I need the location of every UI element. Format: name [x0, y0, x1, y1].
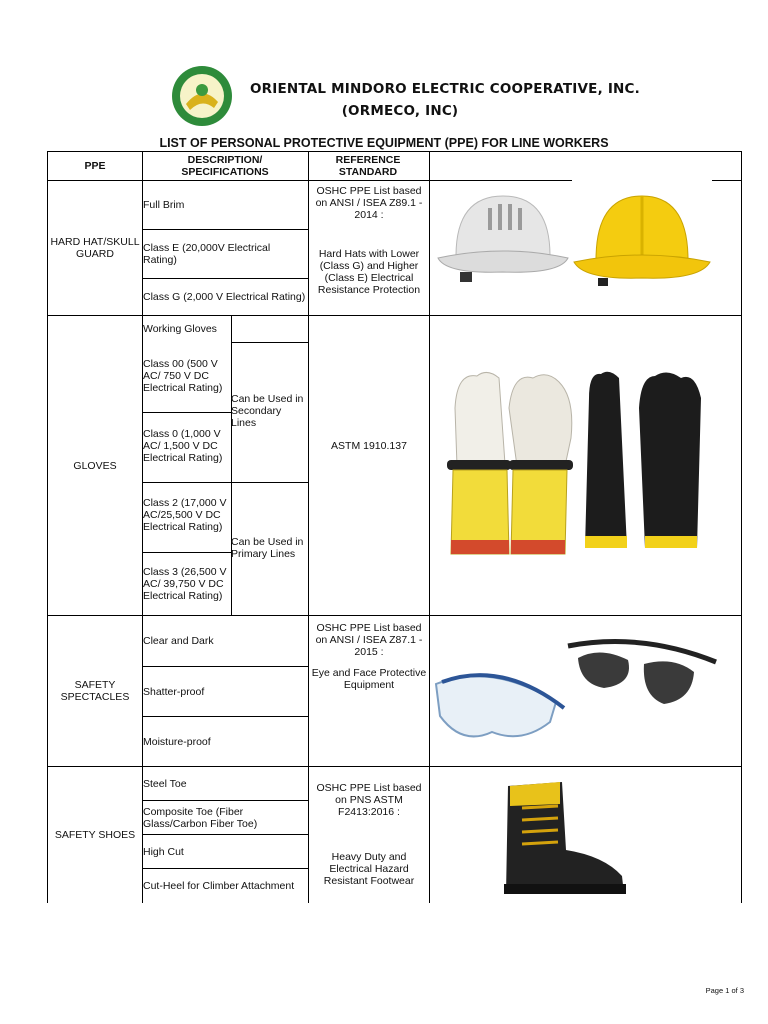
- ppe-gloves: GLOVES: [73, 459, 117, 472]
- column-header-ppe: PPE: [84, 160, 106, 172]
- spec-composite-toe: Composite Toe (Fiber Glass/Carbon Fiber Toe): [143, 805, 258, 830]
- column-header-description: DESCRIPTION/ SPECIFICATIONS: [181, 154, 269, 178]
- spec-class-2: Class 2 (17,000 V AC/25,500 V DC Electrical Rating): [143, 497, 227, 533]
- spec-class-0: Class 0 (1,000 V AC/ 1,500 V DC Electrical Rating): [143, 428, 223, 464]
- spec-class-g: Class G (2,000 V Electrical Rating): [143, 291, 306, 303]
- spec-working-gloves: Working Gloves: [143, 323, 217, 335]
- column-header-reference: REFERENCE STANDARD: [335, 154, 401, 178]
- rubber-gloves-image: [583, 368, 707, 558]
- spec-class-3: Class 3 (26,500 V AC/ 39,750 V DC Electrical Rating): [143, 566, 227, 602]
- spec-class-e: Class E (20,000V Electrical Rating): [143, 242, 271, 266]
- safety-boot-image: [500, 776, 630, 900]
- clear-spectacles-image: [432, 662, 566, 752]
- spectacles-ref-standard: OSHC PPE List based on ANSI / ISEA Z87.1 - 2015 :: [315, 622, 423, 658]
- spec-cut-heel: Cut-Heel for Climber Attachment: [143, 879, 295, 892]
- leather-gloves-image: [447, 368, 581, 560]
- use-primary-lines: Can be Used in Primary Lines: [231, 536, 304, 560]
- hardhat-ref-description: Hard Hats with Lower (Class G) and Higher (Class E) Electrical Resistance Protection: [317, 248, 421, 296]
- spec-clear-dark: Clear and Dark: [143, 635, 214, 647]
- spectacles-ref-description: Eye and Face Protective Equipment: [311, 667, 427, 691]
- org-name-line1: ORIENTAL MINDORO ELECTRIC COOPERATIVE, INC.: [250, 81, 640, 97]
- spec-class-00: Class 00 (500 V AC/ 750 V DC Electrical Rating): [143, 358, 223, 394]
- spec-shatter-proof: Shatter-proof: [143, 685, 205, 698]
- ormeco-logo: [168, 64, 236, 128]
- page-number: Page 1 of 3: [705, 986, 744, 995]
- dark-spectacles-image: [564, 634, 720, 718]
- yellow-hardhat-image: [572, 182, 712, 294]
- ppe-hardhat: HARD HAT/SKULL GUARD: [50, 236, 140, 260]
- ppe-shoes: SAFETY SHOES: [54, 829, 136, 841]
- hardhat-ref-standard: OSHC PPE List based on ANSI / ISEA Z89.1 - 2014 :: [315, 185, 423, 221]
- shoes-ref-standard: OSHC PPE List based on PNS ASTM F2413:2016 :: [316, 782, 422, 818]
- organization-name: [250, 78, 640, 122]
- gloves-ref-standard: ASTM 1910.137: [331, 440, 407, 452]
- white-hardhat-image: [436, 186, 570, 290]
- shoes-ref-description: Heavy Duty and Electrical Hazard Resistant Footwear: [323, 851, 415, 887]
- org-name-line2: (ORMECO, INC): [341, 103, 459, 119]
- spec-moisture-proof: Moisture-proof: [143, 735, 211, 748]
- use-secondary-lines: Can be Used in Secondary Lines: [231, 393, 304, 429]
- spec-steel-toe: Steel Toe: [143, 777, 187, 790]
- spec-full-brim: Full Brim: [143, 199, 185, 211]
- ppe-spectacles: SAFETY SPECTACLES: [60, 679, 130, 703]
- document-title: LIST OF PERSONAL PROTECTIVE EQUIPMENT (PPE) FOR LINE WORKERS: [159, 136, 609, 150]
- spec-high-cut: High Cut: [143, 845, 184, 858]
